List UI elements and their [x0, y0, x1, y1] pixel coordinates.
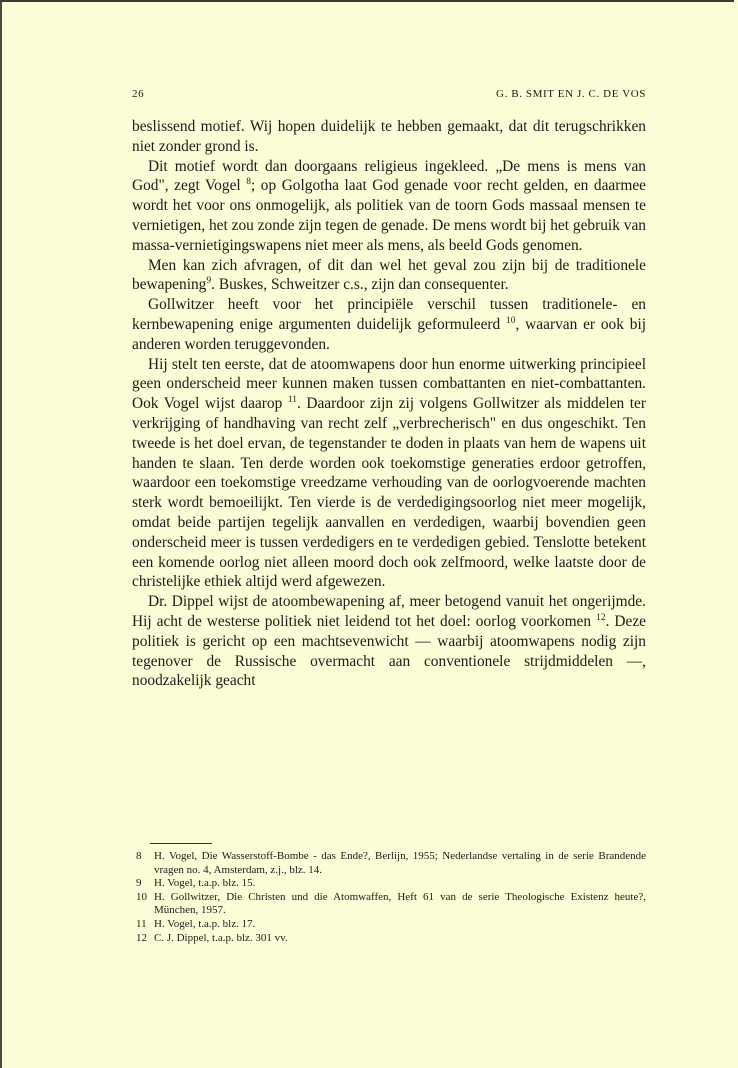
paragraph-text: Hij stelt ten eerste, dat de atoomwapens door hun enorme uitwerking principieel geen onderscheid meer kunnen maken tussen combattanten en niet-combattanten. Ook Vogel wijst daarop: [132, 355, 646, 413]
running-title: G. B. SMIT EN J. C. DE VOS: [496, 88, 646, 100]
footnote-number: 8: [136, 850, 142, 862]
footnote: [132, 932, 646, 946]
paragraph-text: beslissend motief. Wij hopen duidelijk te hebben gemaakt, dat dit terugschrikken niet zonder grond is.: [132, 118, 646, 155]
paragraph-text: ; op Golgotha laat God genade voor recht gelden, en daarmee wordt het voor ons onmogelijk, als politiek van de toorn Gods massaal mensen te vernietigen, het zou zonde zijn tegen de genade. De mens wordt bij het gebruik van massa-vernietigingswapens niet meer als mens, als beeld Gods genomen.: [132, 177, 646, 254]
paragraph: [132, 355, 646, 593]
body-text: [132, 117, 646, 691]
footnote: [132, 891, 646, 918]
footnote-ref[interactable]: 11: [287, 395, 297, 406]
footnote-text: H. Vogel, Die Wasserstoff-Bombe - das Ende?, Berlijn, 1955; Nederlandse vertaling in de serie Brandende vragen no. 4, Amsterdam, z.j., blz. 14.: [154, 850, 646, 876]
page-edge: [734, 0, 738, 1068]
paragraph-text: . Deze politiek is gericht op een machtsevenwicht — waarbij atoomwapens nodig zijn tegenover de Russische overmacht aan conventionele strijdmiddelen —, noodzakelijk geacht: [132, 612, 646, 690]
footnote-number: 9: [136, 877, 142, 890]
paragraph-text: Gollwitzer heeft voor het principiële verschil tussen traditionele- en kernbewapening enige argumenten duidelijk geformuleerd: [132, 296, 646, 333]
paragraph: [132, 592, 646, 691]
footnote: [132, 850, 646, 877]
footnote: [132, 918, 646, 932]
footnote-number: 12: [136, 931, 147, 944]
footnote-number: 11: [136, 917, 147, 930]
paragraph: [132, 117, 646, 157]
footnote-ref[interactable]: 9: [206, 276, 212, 287]
paragraph-text: . Daardoor zijn zij volgens Gollwitzer als middelen ter verkrijging of handhaving van recht zelf „verbrecherisch" en dus ongeschikt. Ten tweede is het doel ervan, de tegenstander te doden in plaats van hem de wapens uit handen te slaan. Ten derde worden ook toekomstige generaties erdoor getroffen, waardoor een toekomstige vreedzame verhouding van de oorlogvoerende machten sterk wordt bemoeilijkt. Ten vierde is de verdedigingsoorlog niet meer mogelijk, omdat beide partijen tegelijk aanvallen en verdedigen, waarbij bovendien geen onderscheid meer is tussen verdedigers en te verdedigen gebied. Tenslotte betekent een komende oorlog niet alleen moord doch ook zelfmoord, welke laatste door de christelijke ethiek altijd werd afgewezen.: [132, 395, 646, 591]
footnote-ref[interactable]: 8: [246, 177, 251, 188]
footnote-text: H. Gollwitzer, Die Christen und die Atomwaffen, Heft 61 van de serie Theologische Existenz heute?, München, 1957.: [154, 890, 646, 917]
paragraph-text: Men kan zich afvragen, of dit dan wel het geval zou zijn bij de traditionele bewapening: [132, 256, 646, 294]
footnote-ref[interactable]: 12: [596, 612, 606, 623]
footnote-ref[interactable]: 10: [506, 315, 516, 326]
paragraph-text: , waarvan er ook bij anderen worden teruggevonden.: [132, 315, 646, 353]
paragraph-text: . Buskes, Schweitzer c.s., zijn dan consequenter.: [211, 276, 509, 294]
running-header: [132, 88, 646, 104]
footnote-text: H. Vogel, t.a.p. blz. 15.: [154, 877, 256, 890]
footnotes: [132, 850, 646, 945]
footnote-rule: [150, 843, 212, 844]
footnote-number: 10: [136, 890, 147, 903]
paragraph: [132, 256, 646, 296]
page-number: 26: [132, 88, 145, 100]
footnote-text: C. J. Dippel, t.a.p. blz. 301 vv.: [154, 931, 288, 944]
paragraph: [132, 295, 646, 354]
footnote: [132, 877, 646, 891]
paragraph-text: Dit motief wordt dan doorgaans religieus ingekleed. „De mens is mens van God", zegt Vogel: [132, 157, 646, 195]
footnote-text: H. Vogel, t.a.p. blz. 17.: [154, 917, 256, 930]
paragraph-text: Dr. Dippel wijst de atoombewapening af, meer betogend vanuit het ongerijmde. Hij acht de westerse politiek niet leidend tot het doel: oorlog voorkomen: [132, 593, 646, 630]
paragraph: [132, 157, 646, 256]
